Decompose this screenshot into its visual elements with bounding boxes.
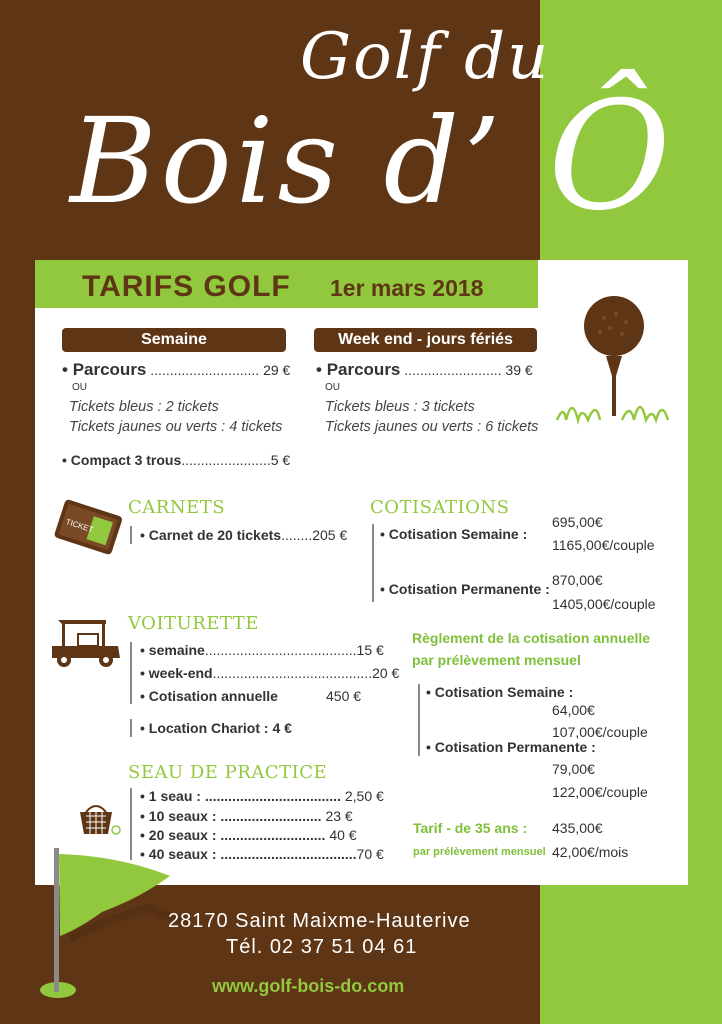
carnets-row: • Carnet de 20 tickets........205 €	[140, 527, 348, 543]
carnets-vline	[130, 526, 132, 544]
cotisations-vline	[372, 524, 374, 602]
semaine-tickets-bleus: Tickets bleus : 2 tickets	[69, 399, 219, 415]
tarif35-sub: par prélèvement mensuel	[413, 846, 546, 858]
golf-cart-icon	[48, 612, 124, 670]
basket-icon	[76, 800, 122, 840]
weekend-ou: OU	[325, 382, 340, 393]
voiturette-title: VOITURETTE	[128, 613, 259, 634]
voiturette-semaine-label: semaine	[148, 642, 205, 658]
semaine-parcours-dots: ............................	[150, 362, 260, 378]
cotisation-semaine-v1: 695,00€	[552, 514, 603, 530]
seau-1-dots: ...................................	[204, 788, 341, 804]
seau-row: • 40 seaux : ...................................70 €	[140, 846, 384, 862]
reglement-semaine-v2: 107,00€/couple	[552, 724, 648, 740]
carnets-title: CARNETS	[128, 497, 226, 518]
seau-row: • 1 seau : ................................... 2,50 €	[140, 788, 384, 804]
seau-20-price: 40 €	[329, 827, 357, 843]
page-title: TARIFS GOLF	[82, 270, 291, 303]
footer-phone: Tél. 02 37 51 04 61	[226, 936, 418, 958]
semaine-tickets-jaunes: Tickets jaunes ou verts : 4 tickets	[69, 419, 283, 435]
seau-title: SEAU DE PRACTICE	[128, 762, 328, 783]
voiturette-weekend-row: • week-end.........................................20 €	[140, 665, 400, 681]
cotisations-title: COTISATIONS	[370, 497, 510, 518]
carnets-price: 205 €	[312, 527, 348, 543]
tarif35-label: Tarif - de 35 ans :	[413, 820, 528, 836]
voiturette-cotisation-row: • Cotisation annuelle	[140, 688, 278, 704]
reglement-semaine-row: • Cotisation Semaine :	[426, 684, 574, 700]
cotisation-semaine-row: • Cotisation Semaine :	[380, 526, 528, 542]
logo-golf-du: Golf du	[300, 20, 551, 94]
weekend-tickets-jaunes: Tickets jaunes ou verts : 6 tickets	[325, 419, 539, 435]
seau-1-price: 2,50 €	[344, 788, 384, 804]
cotisation-perm-v2: 1405,00€/couple	[552, 596, 656, 612]
seau-row: • 10 seaux : .......................... 23 €	[140, 808, 353, 824]
seau-20-label: 20 seaux :	[148, 827, 217, 843]
weekend-parcours-label: Parcours	[326, 360, 401, 379]
voiturette-weekend-dots: .........................................	[212, 665, 373, 681]
reglement-perm-label: Cotisation Permanente :	[434, 739, 596, 755]
weekend-header: Week end - jours fériés	[314, 328, 537, 352]
reglement-semaine-v1: 64,00€	[552, 702, 595, 718]
logo-bois-d: Bois d’	[70, 92, 505, 230]
reglement-line1: Règlement de la cotisation annuelle	[412, 630, 651, 646]
reglement-line2: par prélèvement mensuel	[412, 652, 581, 668]
page-date: 1er mars 2018	[330, 275, 484, 301]
weekend-parcours-price: 39 €	[505, 362, 533, 378]
reglement-semaine-label: Cotisation Semaine :	[434, 684, 574, 700]
voiturette-vline	[130, 642, 132, 704]
voiturette-semaine-price: 15 €	[356, 642, 384, 658]
seau-20-dots: ...........................	[220, 827, 326, 843]
seau-10-price: 23 €	[325, 808, 353, 824]
carnets-dots: ........	[281, 527, 313, 543]
carnets-item: Carnet de 20 tickets	[148, 527, 282, 543]
seau-1-label: 1 seau :	[148, 788, 201, 804]
voiturette-semaine-dots: .......................................	[204, 642, 357, 658]
seau-row: • 20 seaux : ........................... 40 €	[140, 827, 357, 843]
logo-o: Ô	[548, 70, 671, 244]
seau-10-dots: ..........................	[220, 808, 322, 824]
cotisation-perm-label: Cotisation Permanente :	[388, 581, 550, 597]
cotisation-semaine-label: Cotisation Semaine :	[388, 526, 528, 542]
cotisation-perm-row: • Cotisation Permanente :	[380, 581, 550, 597]
semaine-header: Semaine	[62, 328, 286, 352]
chariot-vline	[130, 719, 132, 737]
compact-row: • Compact 3 trous.......................5 €	[62, 452, 291, 468]
reglement-perm-row: • Cotisation Permanente :	[426, 739, 596, 755]
reglement-vline	[418, 684, 420, 756]
voiturette-weekend-label: week-end	[148, 665, 213, 681]
reglement-perm-v1: 79,00€	[552, 761, 595, 777]
chariot-row: • Location Chariot : 4 €	[140, 720, 292, 736]
seau-40-dots: ...................................	[220, 846, 357, 862]
tarif35-price: 435,00€	[552, 820, 603, 836]
ticket-icon-text: TICKET	[64, 517, 95, 535]
voiturette-cotisation-price: 450 €	[326, 688, 362, 704]
seau-40-label: 40 seaux :	[148, 846, 217, 862]
compact-label: Compact 3 trous	[70, 452, 182, 468]
seau-40-price: 70 €	[356, 846, 384, 862]
compact-price: 5 €	[270, 452, 291, 468]
golf-ball-icon	[552, 296, 672, 426]
voiturette-cotisation-label: Cotisation annuelle	[148, 688, 278, 704]
semaine-parcours-row: • Parcours ............................ 29 €	[62, 360, 291, 379]
compact-dots: .......................	[181, 452, 271, 468]
weekend-parcours-row: • Parcours ......................... 39 €	[316, 360, 533, 379]
reglement-perm-v2: 122,00€/couple	[552, 784, 648, 800]
footer-address: 28170 Saint Maixme-Hauterive	[168, 910, 471, 932]
seau-10-label: 10 seaux :	[148, 808, 217, 824]
semaine-parcours-label: Parcours	[72, 360, 147, 379]
semaine-ou: OU	[72, 382, 87, 393]
footer-website[interactable]: www.golf-bois-do.com	[212, 976, 405, 996]
weekend-parcours-dots: .........................	[404, 362, 502, 378]
cotisation-perm-v1: 870,00€	[552, 572, 603, 588]
weekend-tickets-bleus: Tickets bleus : 3 tickets	[325, 399, 475, 415]
voiturette-weekend-price: 20 €	[372, 665, 400, 681]
tarif35-sub-price: 42,00€/mois	[552, 844, 629, 860]
cotisation-semaine-v2: 1165,00€/couple	[552, 537, 655, 553]
chariot-label: Location Chariot : 4 €	[148, 720, 292, 736]
ticket-icon	[52, 497, 124, 559]
voiturette-semaine-row: • semaine.......................................15 €	[140, 642, 384, 658]
semaine-parcours-price: 29 €	[263, 362, 291, 378]
